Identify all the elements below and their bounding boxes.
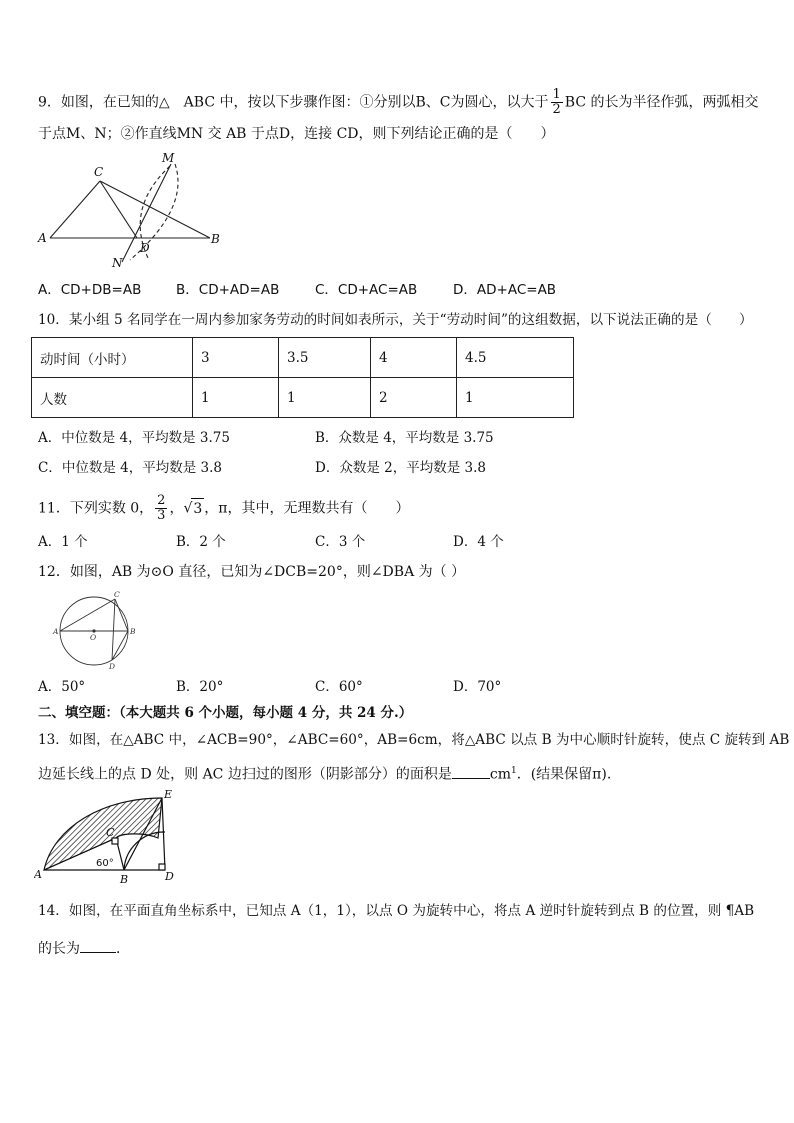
q11-stem (38, 494, 410, 523)
q13-label-d: D (165, 870, 174, 883)
q11-option-c[interactable]: C．3 个 (315, 534, 366, 550)
q11-option-d[interactable]: D．4 个 (453, 534, 504, 550)
q10-option-c[interactable]: C．中位数是 4，平均数是 3.8 (38, 460, 222, 476)
q11-option-a[interactable]: A．1 个 (38, 534, 88, 550)
q13-angle-label: 60° (96, 858, 114, 869)
q12-label-d: D (109, 662, 116, 671)
q9-line1a: 9．如图，在已知的△ ABC 中，按以下步骤作图：①分别以B、C为圆心，以大于 (38, 94, 549, 111)
q12-label-c: C (114, 590, 120, 599)
q9-line1b: BC 的长为半径作弧，两弧相交 (564, 94, 759, 111)
q13-line2c: ．(结果保留π). (516, 766, 612, 783)
q10-option-d[interactable]: D．众数是 2，平均数是 3.8 (315, 460, 486, 476)
q10-option-a[interactable]: A．中位数是 4，平均数是 3.75 (38, 430, 230, 446)
q12-option-d[interactable]: D．70° (453, 679, 502, 695)
q9-seg-cd (100, 181, 137, 238)
q11-frac-num: 2 (157, 493, 166, 508)
q9-line1 (38, 88, 759, 117)
q12-option-b[interactable]: B．20° (176, 679, 224, 695)
q11-post: ，π，其中，无理数共有（ ） (204, 500, 410, 517)
q13-label-b: B (120, 873, 129, 884)
q11-sqrt-value: 3 (191, 498, 204, 519)
q12-label-b: B (130, 627, 136, 636)
q13-unit-sup: 1 (510, 766, 517, 776)
table-cell: 1 (457, 378, 574, 418)
q12-seg-cd (112, 599, 115, 660)
q14-line2a: 的长为 (38, 941, 80, 957)
q12-option-a[interactable]: A．50° (38, 679, 86, 695)
table-row (32, 338, 574, 378)
q9-line2: 于点M、N；②作直线MN 交 AB 于点D，连接 CD，则下列结论正确的是（ ） (38, 126, 555, 142)
q13-unit: cm (489, 766, 511, 783)
q9-option-a[interactable]: A．CD+DB=AB (38, 282, 142, 298)
q12-option-c[interactable]: C．60° (315, 679, 363, 695)
q9-seg-ac (50, 181, 100, 238)
q13-seg-ed (162, 798, 165, 870)
q9-option-b[interactable]: B．CD+AD=AB (176, 282, 280, 298)
q11-pre: 11．下列实数 0， (38, 500, 154, 517)
q9-figure (30, 148, 230, 270)
q14-answer-blank[interactable] (80, 938, 116, 953)
q13-line2a: 边延长线上的点 D 处，则 AC 边扫过的图形（阴影部分）的面积是 (38, 766, 452, 783)
q13-line1: 13．如图，在△ABC 中，∠ACB=90°，∠ABC=60°，AB=6cm，将△ABC 以点 B 为中心顺时针旋转，使点 C 旋转到 AB (38, 732, 790, 748)
q9-fraction (551, 88, 563, 117)
q12-stem: 12．如图，AB 为⊙O 直径，已知为∠DCB=20°，则∠DBA 为（ ） (38, 564, 466, 580)
q12-label-a: A (53, 627, 59, 636)
q9-option-c[interactable]: C．CD+AC=AB (315, 282, 418, 298)
q11-option-b[interactable]: B．2 个 (176, 534, 226, 550)
q10-stem: 10．某小组 5 名同学在一周内参加家务劳动的时间如表所示，关于“劳动时间”的这组数据，以下说法正确的是（ ） (38, 312, 753, 328)
table-cell: 人数 (32, 378, 193, 418)
table-cell: 3 (193, 338, 279, 378)
q9-label-c: C (94, 165, 104, 179)
q14-line2b: ． (116, 941, 130, 957)
table-cell: 1 (193, 378, 279, 418)
section-heading-fill-in: 二、填空题：（本大题共 6 个小题，每小题 4 分，共 24 分.） (38, 705, 413, 721)
q13-label-a: A (34, 868, 42, 881)
table-cell: 1 (279, 378, 371, 418)
sqrt-icon: √ (183, 500, 193, 517)
table-cell: 4 (371, 338, 457, 378)
q12-seg-cb (115, 599, 128, 631)
q13-label-c: C (106, 826, 115, 839)
table-cell: 动时间（小时） (32, 338, 193, 378)
q9-label-b: B (211, 232, 220, 246)
q14-line2 (38, 938, 130, 959)
q9-label-a: A (38, 231, 47, 245)
q13-answer-blank[interactable] (452, 764, 490, 779)
q9-label-d: D (140, 241, 150, 255)
q11-fraction (155, 494, 167, 523)
table-cell: 3.5 (279, 338, 371, 378)
q14-line1: 14．如图，在平面直角坐标系中，已知点 A（1，1），以点 O 为旋转中心，将点 A 逆时针旋转到点 B 的位置，则 ¶AB (38, 903, 755, 919)
q12-seg-ac (60, 599, 115, 631)
q9-seg-cb (100, 181, 210, 238)
q11-frac-den: 3 (157, 508, 166, 523)
q9-frac-num: 1 (552, 87, 561, 102)
q10-option-b[interactable]: B．众数是 4，平均数是 3.75 (315, 430, 494, 446)
q9-label-m: M (162, 151, 175, 165)
q9-frac-den: 2 (552, 102, 561, 117)
q12-seg-bd (112, 631, 128, 660)
q9-option-d[interactable]: D．AD+AC=AB (453, 282, 557, 298)
table-cell: 4.5 (457, 338, 574, 378)
q10-data-table (31, 337, 574, 418)
q11-sep: ， (169, 500, 184, 517)
q12-label-o: O (90, 633, 97, 642)
q13-line2 (38, 761, 611, 785)
q9-label-n: N (112, 256, 123, 270)
q12-figure (52, 590, 144, 672)
table-row (32, 378, 574, 418)
q9-arc-2 (130, 164, 178, 260)
table-cell: 2 (371, 378, 457, 418)
q13-figure (34, 786, 182, 884)
q13-label-e: E (164, 788, 173, 801)
